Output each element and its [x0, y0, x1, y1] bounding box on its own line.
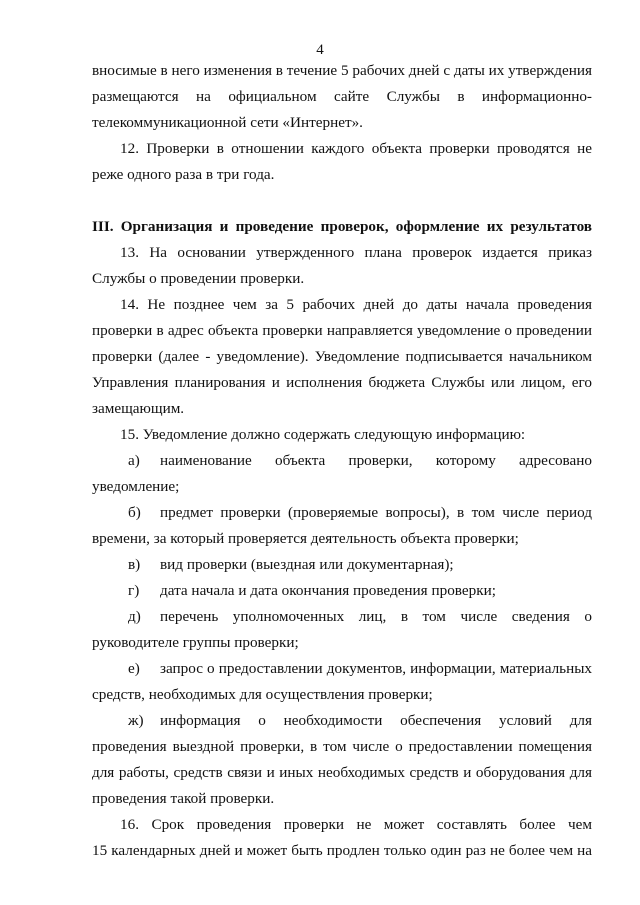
text-line: 14. Не позднее чем за 5 рабочих дней до даты начала проведения	[120, 296, 592, 313]
list-item-text: наименование объекта проверки, которому адресовано	[160, 452, 592, 469]
text-line: размещаются на официальном сайте Службы в информационно-	[92, 88, 592, 105]
text-line: 13. На основании утвержденного плана проверок издается приказ	[120, 244, 592, 261]
text-line: для работы, средств связи и иных необходимых средств и оборудования для	[92, 764, 592, 781]
text-line: Службы о проведении проверки.	[92, 270, 305, 287]
list-item-text: дата начала и дата окончания проведения проверки;	[160, 582, 496, 599]
text-line: телекоммуникационной сети «Интернет».	[92, 114, 363, 131]
list-item-text: предмет проверки (проверяемые вопросы), в том числе период	[160, 504, 592, 521]
page-number: 4	[316, 42, 324, 58]
text-line: уведомление;	[92, 478, 180, 495]
text-line: проверки (далее - уведомление). Уведомление подписывается начальником	[92, 348, 592, 365]
text-line: 12. Проверки в отношении каждого объекта проверки проводятся не	[120, 140, 592, 157]
list-item-label: в)	[128, 556, 141, 573]
text-line: 16. Срок проведения проверки не может составлять более чем	[120, 816, 592, 833]
text-line: проведения такой проверки.	[92, 790, 275, 807]
text-line: реже одного раза в три года.	[92, 166, 275, 183]
text-line: Управления планирования и исполнения бюджета Службы или лицом, его	[92, 374, 592, 391]
text-line: замещающим.	[92, 400, 185, 417]
text-line: вносимые в него изменения в течение 5 рабочих дней с даты их утверждения	[92, 62, 592, 79]
list-item-label: а)	[128, 452, 140, 469]
list-item-label: д)	[128, 608, 141, 625]
list-item-text: перечень уполномоченных лиц, в том числе сведения о	[160, 608, 592, 625]
list-item-label: ж)	[128, 712, 144, 729]
list-item-label: е)	[128, 660, 140, 677]
text-line: 15. Уведомление должно содержать следующую информацию:	[120, 426, 526, 443]
section-heading: III. Организация и проведение проверок, оформление их результатов	[92, 218, 592, 235]
text-line: проведения выездной проверки, в том числе о предоставлении помещения	[92, 738, 592, 755]
text-line: 15 календарных дней и может быть продлен только один раз не более чем на	[92, 842, 592, 859]
list-item-label: б)	[128, 504, 141, 521]
text-line: руководителе группы проверки;	[92, 634, 299, 651]
list-item-text: вид проверки (выездная или документарная);	[160, 556, 454, 573]
text-line: времени, за который проверяется деятельность объекта проверки;	[92, 530, 519, 547]
list-item-text: информация о необходимости обеспечения условий для	[160, 712, 592, 729]
list-item-label: г)	[128, 582, 140, 599]
text-line: средств, необходимых для осуществления проверки;	[92, 686, 433, 703]
list-item-text: запрос о предоставлении документов, информации, материальных	[160, 660, 592, 677]
text-line: проверки в адрес объекта проверки направляется уведомление о проведении	[92, 322, 592, 339]
